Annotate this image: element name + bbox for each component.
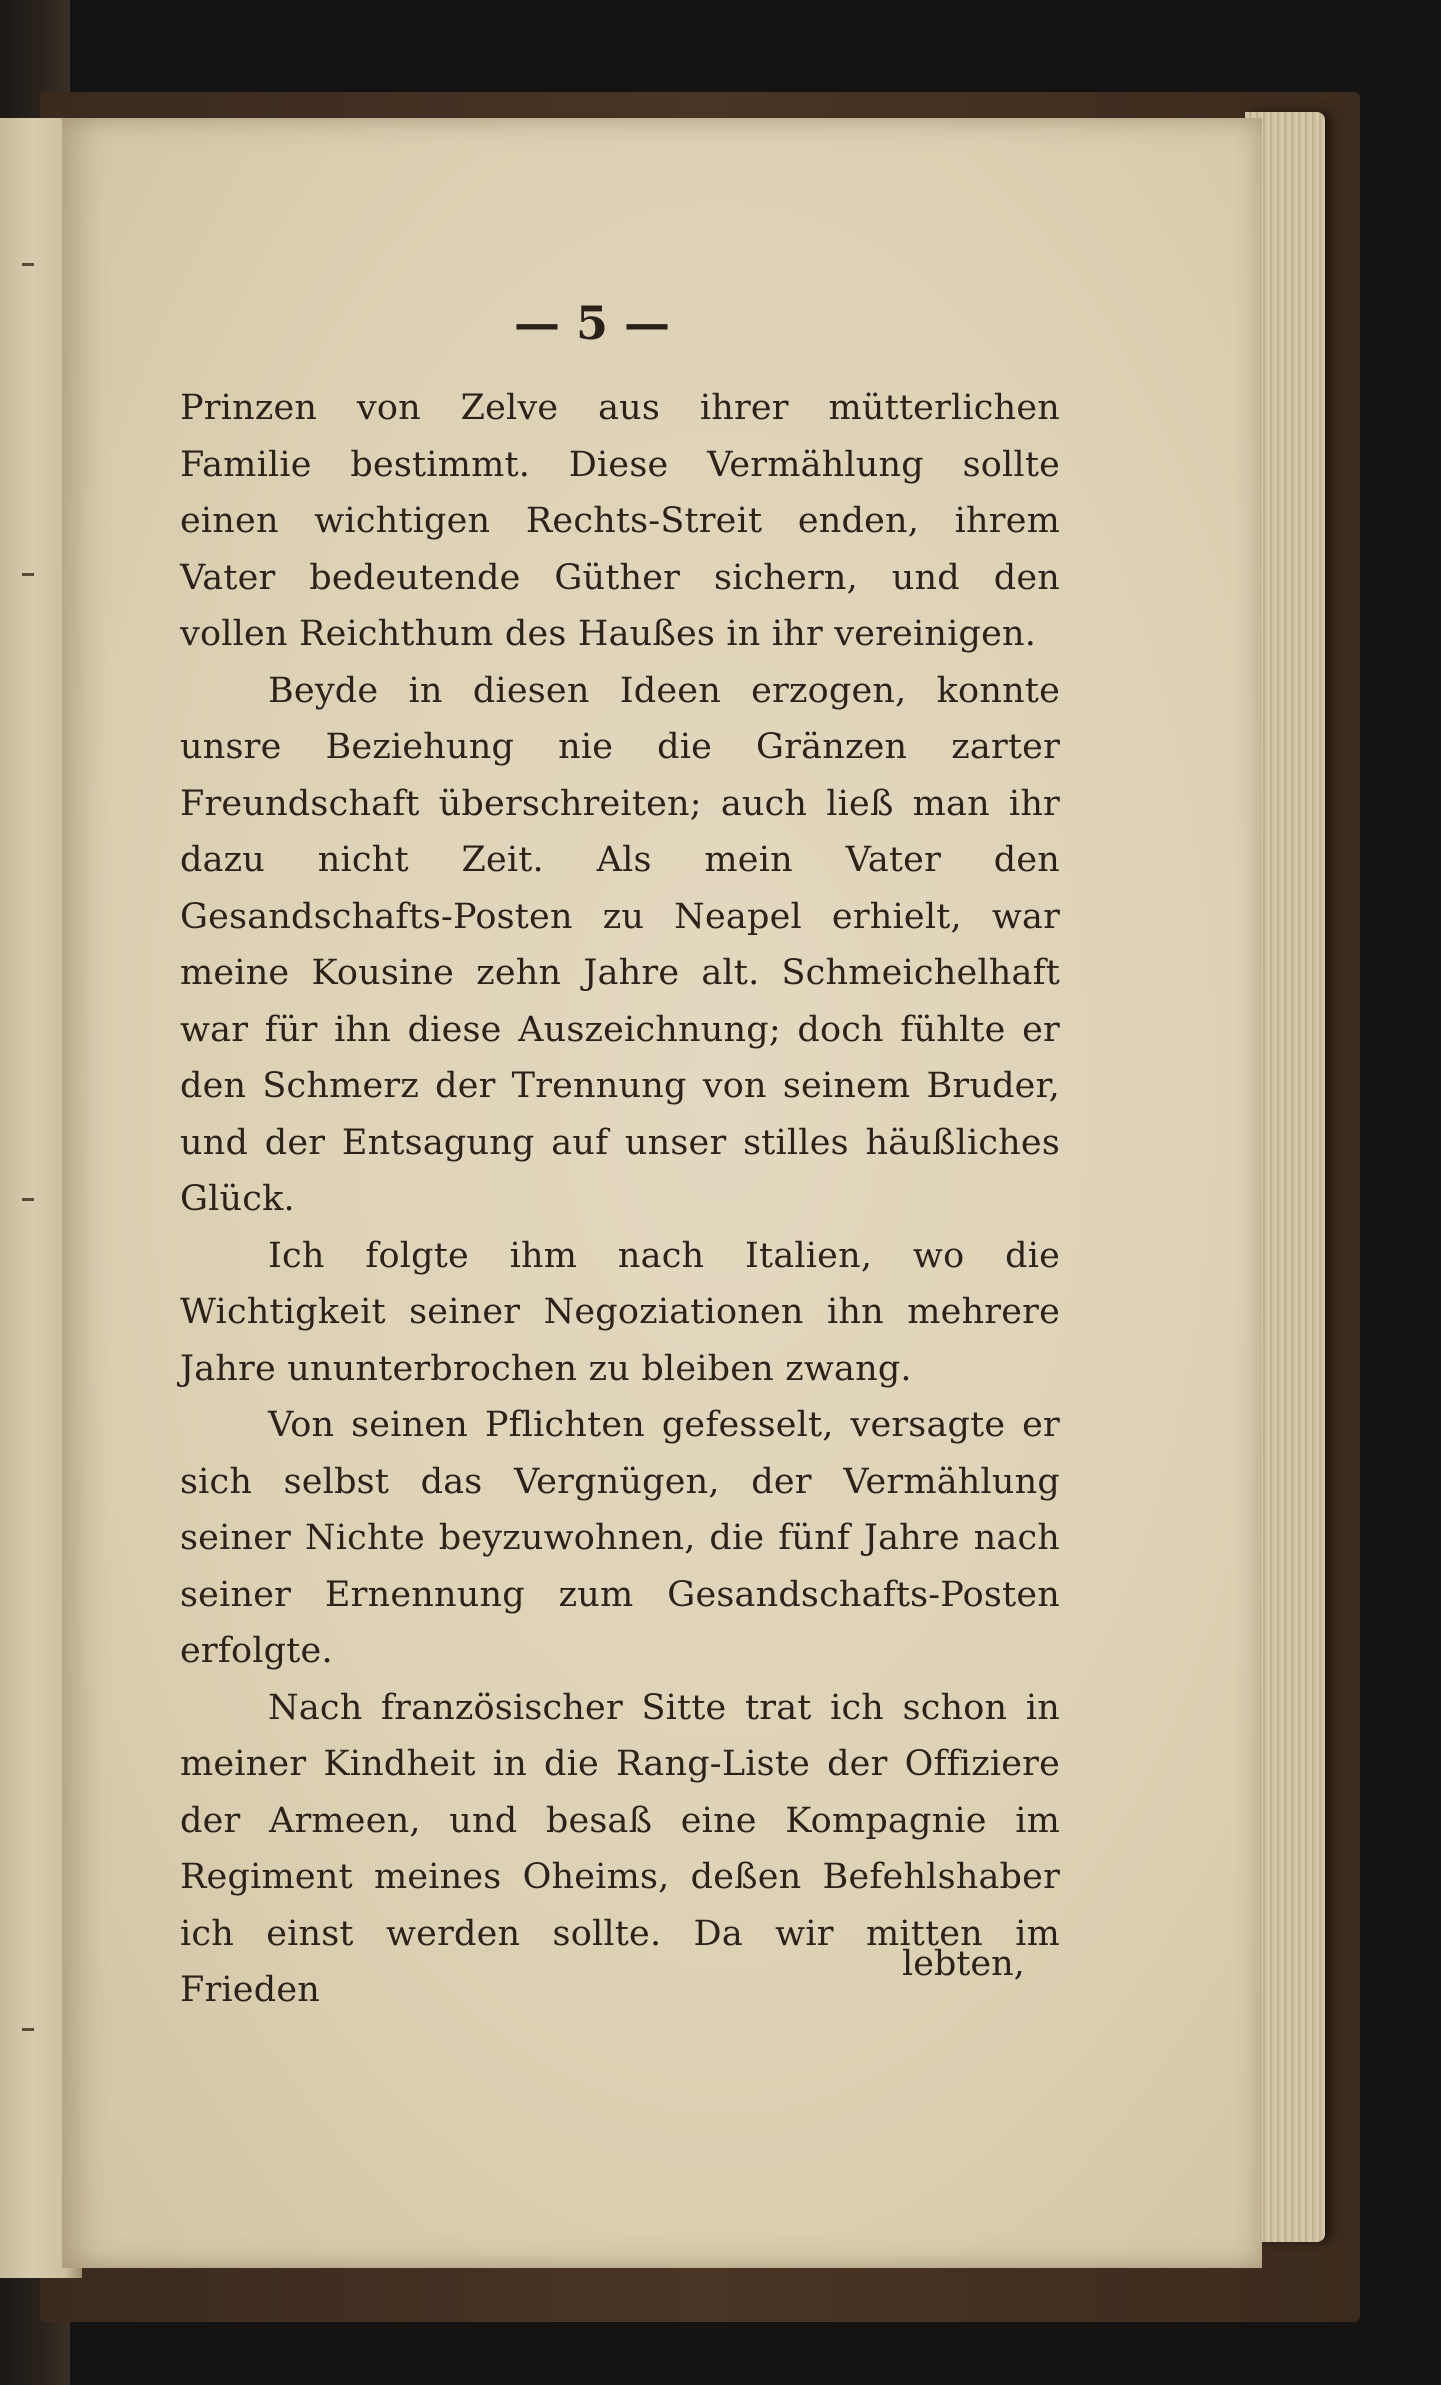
book-page (62, 118, 1262, 2268)
edge-mark (22, 263, 34, 266)
edge-mark (22, 573, 34, 576)
edge-mark (22, 1198, 34, 1201)
paragraph: Beyde in diesen Ideen erzogen, konnte unsre Beziehung nie die Gränzen zarter Freundschaft überschreiten; auch ließ man ihr dazu nicht Zeit. Als mein Vater den Gesandschafts-Posten zu Neapel erhielt, war meine Kousine zehn Jahre alt. Schmeichelhaft war für ihn diese Auszeichnung; doch fühlte er den Schmerz der Trennung von seinem Bruder, und der Entsagung auf unser stilles häußliches Glück. (180, 670, 1060, 1219)
paragraph: Ich folgte ihm nach Italien, wo die Wichtigkeit seiner Negoziationen ihn mehrere Jahre ununterbrochen zu bleiben zwang. (180, 1235, 1060, 1389)
paragraph: Nach französischer Sitte trat ich schon in meiner Kindheit in die Rang-Liste der Offiziere der Armeen, und besaß eine Kompagnie im Regiment meines Oheims, deßen Befehlshaber ich einst werden sollte. Da wir mitten im Frieden (180, 1687, 1060, 2010)
paragraph: Prinzen von Zelve aus ihrer mütterlichen Familie bestimmt. Diese Vermählung sollte einen wichtigen Rechts-Streit enden, ihrem Vater bedeutende Güther sichern, und den vollen Reichthum des Haußes in ihr vereinigen. (180, 388, 1060, 654)
edge-mark (22, 2028, 34, 2031)
catchword: lebten, (902, 1944, 1025, 1984)
page-number: — 5 — (513, 296, 671, 350)
paragraph: Von seinen Pflichten gefesselt, versagte er sich selbst das Vergnügen, der Vermählung seiner Nichte beyzuwohnen, die fünf Jahre nach seiner Ernennung zum Gesandschafts-Posten erfolgte. (180, 1405, 1060, 1671)
page-text (180, 380, 1060, 2019)
